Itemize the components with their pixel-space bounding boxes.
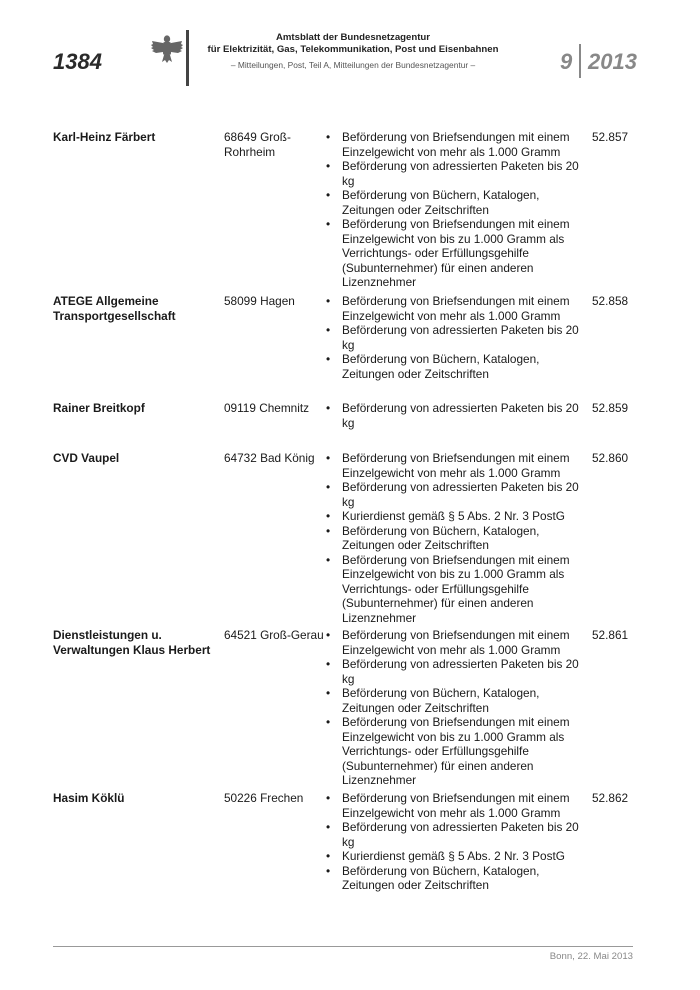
service-item: • Beförderung von Büchern, Katalogen, Zeitungen oder Zeitschriften xyxy=(326,864,586,893)
service-item: • Beförderung von Briefsendungen mit einem Einzelgewicht von mehr als 1.000 Gramm xyxy=(326,451,586,480)
publication-title xyxy=(190,32,516,55)
service-item: • Kurierdienst gemäß § 5 Abs. 2 Nr. 3 PostG xyxy=(326,509,586,524)
entry-name: CVD Vaupel xyxy=(53,451,120,465)
service-item: • Kurierdienst gemäß § 5 Abs. 2 Nr. 3 PostG xyxy=(326,849,586,864)
footer-divider xyxy=(53,946,633,947)
entry-services xyxy=(326,294,586,381)
service-item: • Beförderung von adressierten Paketen bis 20 kg xyxy=(326,401,586,430)
service-item: • Beförderung von Briefsendungen mit einem Einzelgewicht von mehr als 1.000 Gramm xyxy=(326,628,586,657)
service-item: • Beförderung von Briefsendungen mit einem Einzelgewicht von bis zu 1.000 Gramm als Verrichtungs- oder Erfüllungsgehilfe (Subunternehmer) für einen anderen Lizenznehmer xyxy=(326,715,586,788)
entry-services xyxy=(326,130,586,290)
footer-date: Bonn, 22. Mai 2013 xyxy=(549,951,633,962)
issue-divider xyxy=(579,44,581,78)
entry-number: 52.858 xyxy=(592,294,629,308)
service-item: • Beförderung von adressierten Paketen bis 20 kg xyxy=(326,820,586,849)
entry-place: 50226 Frechen xyxy=(224,791,304,805)
entry-name: Rainer Breitkopf xyxy=(53,401,145,415)
entry-services xyxy=(326,451,586,625)
service-item: • Beförderung von Briefsendungen mit einem Einzelgewicht von bis zu 1.000 Gramm als Verrichtungs- oder Erfüllungsgehilfe (Subunternehmer) für einen anderen Lizenznehmer xyxy=(326,217,586,290)
service-item: • Beförderung von adressierten Paketen bis 20 kg xyxy=(326,323,586,352)
issue-number: 9 xyxy=(560,49,573,74)
service-item: • Beförderung von Büchern, Katalogen, Zeitungen oder Zeitschriften xyxy=(326,352,586,381)
entry-number: 52.860 xyxy=(592,451,629,465)
service-item: • Beförderung von adressierten Paketen bis 20 kg xyxy=(326,657,586,686)
entry-place: 09119 Chemnitz xyxy=(224,401,310,415)
entry-place: 58099 Hagen xyxy=(224,294,295,308)
entry-services xyxy=(326,401,586,430)
service-item: • Beförderung von adressierten Paketen bis 20 kg xyxy=(326,480,586,509)
entry-number: 52.861 xyxy=(592,628,629,642)
entry-services xyxy=(326,628,586,788)
service-item: • Beförderung von Büchern, Katalogen, Zeitungen oder Zeitschriften xyxy=(326,686,586,715)
issue-year: 2013 xyxy=(588,49,637,74)
entry-number: 52.862 xyxy=(592,791,629,805)
entry-place: 64521 Groß-Gerau xyxy=(224,628,324,642)
service-item: • Beförderung von Briefsendungen mit einem Einzelgewicht von mehr als 1.000 Gramm xyxy=(326,294,586,323)
header-divider xyxy=(186,30,189,86)
publication-title-line2: für Elektrizität, Gas, Telekommunikation, Post und Eisenbahnen xyxy=(207,43,499,55)
publication-subtitle: – Mitteilungen, Post, Teil A, Mitteilungen der Bundesnetzagentur – xyxy=(230,60,476,70)
entry-place: 68649 Groß-Rohrheim xyxy=(224,130,291,159)
service-item: • Beförderung von Büchern, Katalogen, Zeitungen oder Zeitschriften xyxy=(326,188,586,217)
entry-name: Hasim Köklü xyxy=(53,791,125,805)
entry-number: 52.859 xyxy=(592,401,629,415)
entry-services xyxy=(326,791,586,893)
service-item: • Beförderung von adressierten Paketen bis 20 kg xyxy=(326,159,586,188)
entry-name: Dienstleistungen u. Verwaltungen Klaus Herbert xyxy=(53,628,211,657)
entry-name: Karl-Heinz Färbert xyxy=(53,130,156,144)
service-item: • Beförderung von Büchern, Katalogen, Zeitungen oder Zeitschriften xyxy=(326,524,586,553)
entry-place: 64732 Bad König xyxy=(224,451,315,465)
entry-number: 52.857 xyxy=(592,130,629,144)
page-number: 1384 xyxy=(53,49,102,74)
service-item: • Beförderung von Briefsendungen mit einem Einzelgewicht von bis zu 1.000 Gramm als Verrichtungs- oder Erfüllungsgehilfe (Subunternehmer) für einen anderen Lizenznehmer xyxy=(326,553,586,626)
entry-name: ATEGE Allgemeine Transportgesellschaft xyxy=(53,294,176,323)
publication-title-line1: Amtsblatt der Bundesnetzagentur xyxy=(275,32,431,43)
service-item: • Beförderung von Briefsendungen mit einem Einzelgewicht von mehr als 1.000 Gramm xyxy=(326,130,586,159)
federal-eagle-icon xyxy=(150,32,184,66)
service-item: • Beförderung von Briefsendungen mit einem Einzelgewicht von mehr als 1.000 Gramm xyxy=(326,791,586,820)
